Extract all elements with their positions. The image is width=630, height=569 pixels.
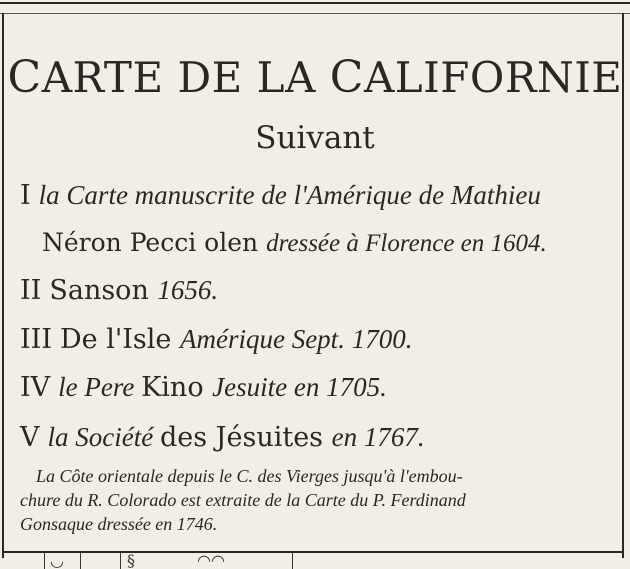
strip-tick bbox=[120, 553, 121, 569]
strip-glyph: § bbox=[127, 553, 135, 569]
source-entry-5: V la Société des Jésuites en 1767. bbox=[20, 422, 425, 453]
note-line-2: chure du R. Colorado est extraite de la Carte du P. Ferdinand bbox=[20, 490, 466, 510]
source-entry-4: IV le Pere Kino Jesuite en 1705. bbox=[20, 372, 387, 403]
strip-tick bbox=[44, 553, 45, 569]
note-line-1: La Côte orientale depuis le C. des Vierges jusqu'à l'embou- bbox=[36, 466, 463, 486]
map-edge-strip bbox=[2, 553, 624, 569]
cartouche-title: CARTE DE LA CALIFORNIE bbox=[7, 52, 623, 103]
strip-tick bbox=[292, 553, 293, 569]
strip-glyph: ◡ bbox=[50, 553, 64, 569]
top-border-rule bbox=[0, 2, 630, 4]
top-inner-rule bbox=[0, 13, 630, 14]
source-entry-2: II Sanson 1656. bbox=[20, 275, 219, 306]
source-entry-1: I la Carte manuscrite de l'Amérique de Mathieu bbox=[20, 180, 541, 211]
source-entry-1-continuation: Néron Pecci olen dressée à Florence en 1604. bbox=[42, 228, 547, 257]
source-entry-3: III De l'Isle Amérique Sept. 1700. bbox=[20, 324, 413, 355]
strip-glyph: ◠◠ bbox=[197, 553, 225, 569]
note-line-3: Gonsaque dressée en 1746. bbox=[20, 514, 218, 534]
strip-tick bbox=[80, 553, 81, 569]
cartouche-subtitle: Suivant bbox=[255, 120, 375, 156]
